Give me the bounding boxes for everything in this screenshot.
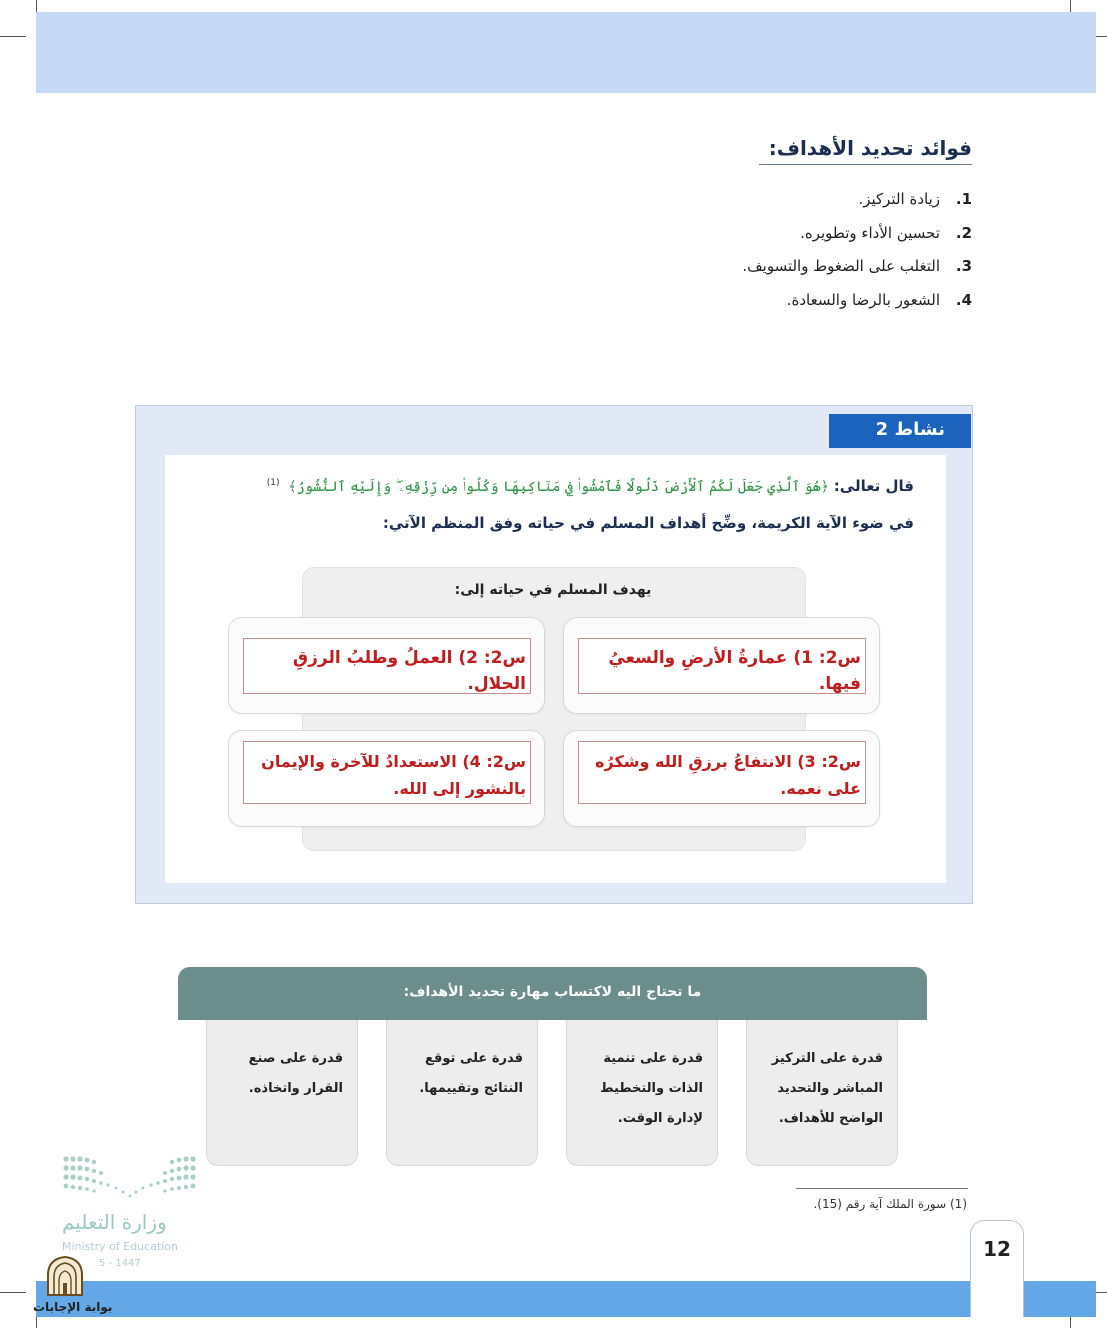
bottom-banner — [36, 1281, 1096, 1317]
list-item — [552, 220, 972, 254]
top-banner — [36, 12, 1096, 93]
benefits-list — [552, 186, 972, 320]
crop-mark — [0, 1292, 26, 1293]
requirement-card: قدرة على تنمية الذات والتخطيط لإدارة الوقت. — [566, 1020, 718, 1166]
organizer-title: يهدف المسلم في حياته إلى: — [454, 582, 652, 598]
verse-line — [267, 477, 914, 495]
ministry-logo-icon — [62, 1154, 197, 1200]
site-logo-icon — [44, 1255, 86, 1297]
verse-label: قال تعالى: — [833, 477, 914, 495]
item-text: زيادة التركيز. — [858, 190, 940, 208]
organizer-card — [228, 617, 545, 714]
quran-verse: ﴿هُوَ ٱلَّذِي جَعَلَ لَكُمُ ٱلْأَرْضَ ذَلُولًا فَٱمْشُوا۟ فِي مَنَاكِبِهَا وَكُلُوا۟ مِن رِّزْقِهِۦ ۖ وَإِلَيْهِ ٱلنُّشُورُ﴾ — [288, 479, 829, 495]
item-text: تحسين الأداء وتطويره. — [800, 223, 940, 242]
benefits-title: فوائد تحديد الأهداف: — [759, 136, 972, 165]
list-item — [552, 186, 972, 220]
question-prefix: س2: — [486, 752, 526, 771]
footnote-ref: (1) — [266, 478, 280, 488]
crop-mark — [0, 36, 26, 37]
answer-field[interactable] — [243, 638, 531, 694]
footnote: (1) سورة الملك آية رقم (15). — [813, 1197, 967, 1211]
answer-text: 4) الاستعدادُ للآخرة والإيمان بالنشور إلى الله. — [261, 752, 526, 798]
organizer-card — [563, 730, 880, 827]
page-number: 12 — [970, 1220, 1024, 1317]
item-number: 4. — [955, 290, 972, 309]
item-number: 2. — [955, 223, 972, 242]
question-prefix: س2: — [818, 648, 861, 668]
answer-field[interactable] — [578, 741, 866, 804]
ministry-name-arabic: وزارة التعليم — [62, 1210, 167, 1234]
activity-tab: نشاط 2 — [829, 414, 971, 448]
question-prefix: س2: — [821, 752, 861, 771]
requirement-card: قدرة على التركيز المباشر والتحديد الواضح للأهداف. — [746, 1020, 898, 1166]
requirement-card: قدرة على صنع القرار واتخاذه. — [206, 1020, 358, 1166]
activity-instruction: في ضوء الآية الكريمة، وضِّح أهداف المسلم في حياته وفق المنظم الآتي: — [382, 514, 914, 532]
item-text: التغلب على الضغوط والتسويف. — [742, 257, 940, 275]
item-number: 1. — [955, 190, 972, 208]
item-number: 3. — [955, 257, 972, 275]
footnote-divider — [796, 1188, 968, 1189]
answer-text: 3) الانتفاعُ برزقِ الله وشكرُه على نعمه. — [595, 752, 861, 798]
list-item — [552, 287, 972, 321]
site-label: بوابة الإجابات — [33, 1300, 113, 1314]
answer-field[interactable] — [243, 741, 531, 804]
ministry-year: 5 - 1447 — [99, 1258, 141, 1269]
answer-text: 2) العملُ وطلبُ الرزقِ الحلال. — [292, 648, 526, 694]
organizer-card — [563, 617, 880, 714]
requirement-card: قدرة على توقع النتائج وتقييمها. — [386, 1020, 538, 1166]
ministry-name-english: Ministry of Education — [62, 1240, 179, 1253]
answer-text: 1) عمارةُ الأرضِ والسعيُ فيها. — [608, 648, 861, 694]
question-prefix: س2: — [483, 648, 526, 668]
organizer-card — [228, 730, 545, 827]
requirements-header: ما تحتاج اليه لاكتساب مهارة تحديد الأهداف: — [178, 967, 927, 1020]
answer-field[interactable] — [578, 638, 866, 694]
item-text: الشعور بالرضا والسعادة. — [786, 290, 940, 309]
list-item — [552, 253, 972, 287]
